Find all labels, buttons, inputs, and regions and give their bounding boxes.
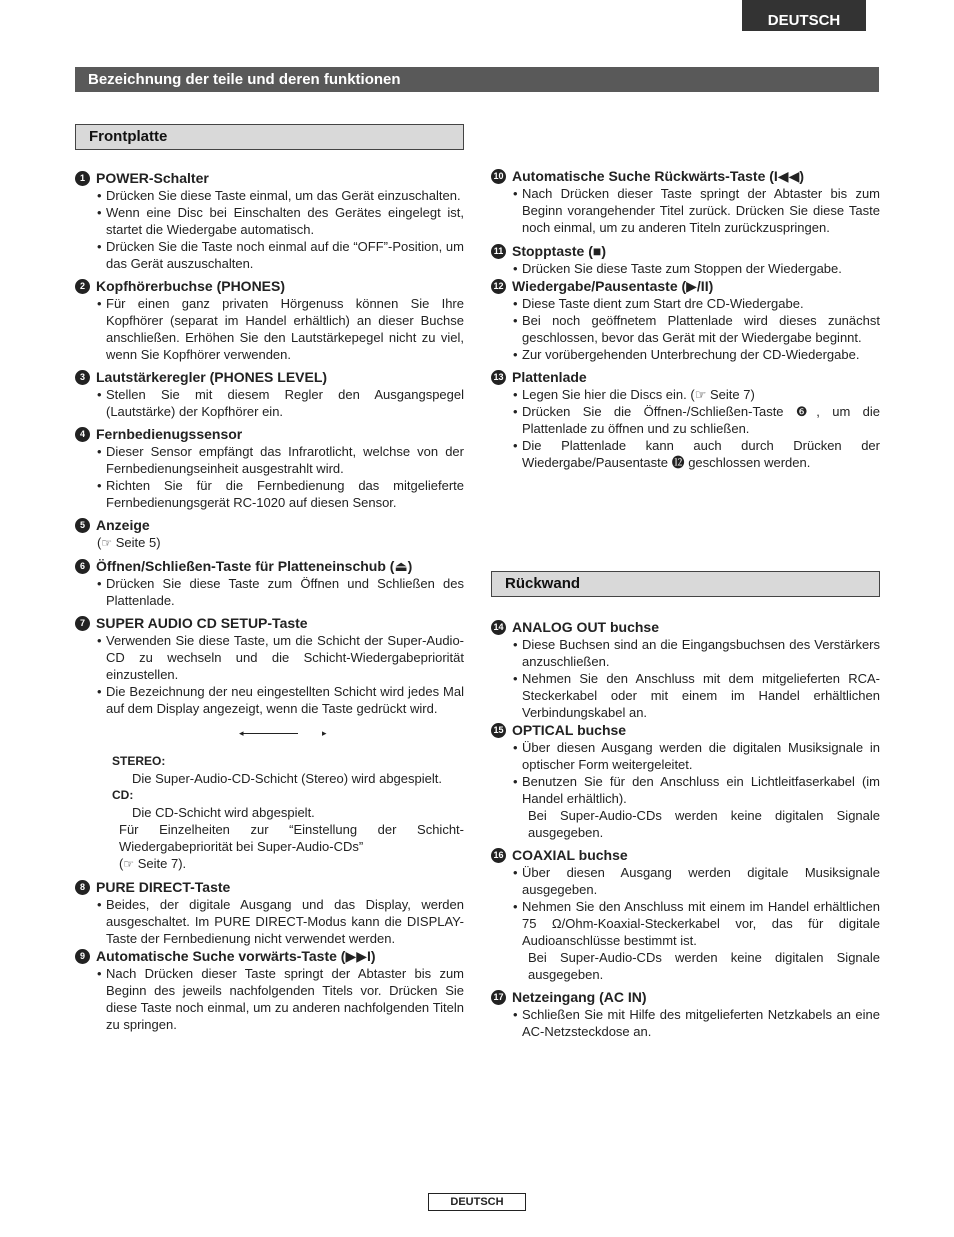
bullet: • Die Plattenlade kann auch durch Drücken der Wiedergabe/Pausentaste ⓬ geschlossen werden. xyxy=(491,437,880,471)
extra-note: Bei Super-Audio-CDs werden keine digitalen Signale ausgegeben. xyxy=(528,808,880,840)
item-number: 17 xyxy=(491,990,506,1005)
item-phones-level xyxy=(75,368,464,420)
item-skip-back xyxy=(491,167,880,236)
item-title: Plattenlade xyxy=(512,369,587,385)
item-title: PURE DIRECT-Taste xyxy=(96,879,231,895)
stereo-text: Die Super-Audio-CD-Schicht (Stereo) wird abgespielt. xyxy=(132,771,442,786)
item-number: 9 xyxy=(75,949,90,964)
double-arrow-icon xyxy=(75,725,464,742)
pointing-hand-icon: ☞ xyxy=(101,536,113,550)
item-skip-forward xyxy=(75,947,464,1033)
item-number: 15 xyxy=(491,723,506,738)
item-optical xyxy=(491,721,880,841)
item-number: 11 xyxy=(491,244,506,259)
item-ac-in xyxy=(491,988,880,1040)
bullet: • Drücken Sie diese Taste zum Öffnen und Schließen des Plattenlade. xyxy=(75,575,464,609)
item-power-switch xyxy=(75,169,464,272)
bullet: • Legen Sie hier die Discs ein. (☞ Seite 7) xyxy=(491,386,880,403)
item-title: Automatische Suche Rückwärts-Taste (I◀◀) xyxy=(512,168,805,184)
item-number: 13 xyxy=(491,370,506,385)
item-title: Öffnen/Schließen-Taste für Platteneinschub (⏏) xyxy=(96,558,413,574)
bullet: • Bei noch geöffnetem Plattenlade wird dieses zunächst geschlossen, bevor das Gerät mit der Wiedergabe beginnt. xyxy=(491,312,880,346)
item-number: 1 xyxy=(75,171,90,186)
item-title: SUPER AUDIO CD SETUP-Taste xyxy=(96,615,308,631)
bullet: • Schließen Sie mit Hilfe des mitgelieferten Netzkabels an eine AC-Netzsteckdose an. xyxy=(491,1006,880,1040)
right-column-bottom xyxy=(491,618,880,1040)
note: Für Einzelheiten zur “Einstellung der Schicht-Wiedergabepriorität bei Super-Audio-CDs” (☞ Seite 7). xyxy=(119,822,464,871)
item-number: 10 xyxy=(491,169,506,184)
extra-note: Bei Super-Audio-CDs werden keine digitalen Signale ausgegeben. xyxy=(528,950,880,982)
bullet: • Drücken Sie diese Taste einmal, um das Gerät einzuschalten. xyxy=(75,187,464,204)
cd-label: CD: xyxy=(112,788,134,802)
item-title: Wiedergabe/Pausentaste (▶/II) xyxy=(512,278,714,294)
item-title: Fernbedienugssensor xyxy=(96,426,243,442)
bullet: • Über diesen Ausgang werden die digitalen Musiksignale in optischer Form weitergeleitet. xyxy=(491,739,880,773)
bullet: • Nehmen Sie den Anschluss mit dem mitgelieferten RCA-Steckerkabel oder mit einem im Handel erhältlichen Verbindungskabel an. xyxy=(491,670,880,721)
pointing-hand-icon: ☞ xyxy=(123,857,135,871)
item-remote-sensor xyxy=(75,425,464,511)
bullet: • Die Bezeichnung der neu eingestellten Schicht wird jedes Mal auf dem Display angezeigt, wenn die Taste gedrückt wird. xyxy=(75,683,464,717)
item-number: 7 xyxy=(75,616,90,631)
item-title: Lautstärkeregler (PHONES LEVEL) xyxy=(96,369,328,385)
footer-language: DEUTSCH xyxy=(428,1193,526,1211)
item-title: Automatische Suche vorwärts-Taste (▶▶I) xyxy=(96,948,376,964)
page-reference: (☞ Seite 5) xyxy=(97,535,161,550)
left-column xyxy=(75,169,464,1033)
item-pure-direct xyxy=(75,878,464,947)
item-title: OPTICAL buchse xyxy=(512,722,627,738)
bullet: • Für einen ganz privaten Hörgenuss können Sie Ihre Kopfhörer (separat im Handel erhältlich) an dieser Buchse anschließen. Erhöhen Sie den Lautstärkepegel nicht zu viel, wenn Sie Kopfhörer verwenden. xyxy=(75,295,464,363)
item-number: 14 xyxy=(491,620,506,635)
bullet: • Stellen Sie mit diesem Regler den Ausgangspegel (Lautstärke) der Kopfhörer ein. xyxy=(75,386,464,420)
item-headphone-jack xyxy=(75,277,464,363)
bullet: • Zur vorübergehenden Unterbrechung der CD-Wiedergabe. xyxy=(491,346,880,363)
section-front-panel: Frontplatte xyxy=(75,124,464,150)
item-play-pause xyxy=(491,277,880,363)
bullet: • Über diesen Ausgang werden digitale Musiksignale ausgegeben. xyxy=(491,864,880,898)
bullet: • Richten Sie für die Fernbedienung das mitgelieferte Fernbedienungsgerät RC-1020 auf diesen Sensor. xyxy=(75,477,464,511)
item-number: 6 xyxy=(75,559,90,574)
language-tab: DEUTSCH xyxy=(742,0,866,31)
right-column-top xyxy=(491,167,880,471)
section-rear-panel: Rückwand xyxy=(491,571,880,597)
bullet: • Beides, der digitale Ausgang und das Display, werden ausgeschaltet. Im PURE DIRECT-Modus kann die DISPLAY-Taste der Fernbedienung nicht verwendet werden. xyxy=(75,896,464,947)
stereo-label: STEREO: xyxy=(112,754,166,768)
item-coaxial xyxy=(491,846,880,983)
item-display xyxy=(75,516,464,552)
bullet: • Diese Taste dient zum Start dre CD-Wiedergabe. xyxy=(491,295,880,312)
main-title: Bezeichnung der teile und deren funktionen xyxy=(75,67,879,92)
cd-text: Die CD-Schicht wird abgespielt. xyxy=(132,805,315,820)
item-number: 16 xyxy=(491,848,506,863)
item-stop xyxy=(491,242,880,277)
item-number: 12 xyxy=(491,279,506,294)
item-title: Stopptaste (■) xyxy=(512,243,607,259)
item-open-close xyxy=(75,557,464,609)
item-title: Kopfhörerbuchse (PHONES) xyxy=(96,278,286,294)
bullet: • Wenn eine Disc bei Einschalten des Gerätes eingelegt ist, startet die Wiedergabe automatisch. xyxy=(75,204,464,238)
bullet: • Benutzen Sie für den Anschluss ein Lichtleitfaserkabel (im Handel erhältlich). xyxy=(491,773,880,807)
bullet: • Diese Buchsen sind an die Eingangsbuchsen des Verstärkers anzuschließen. xyxy=(491,636,880,670)
item-title: Netzeingang (AC IN) xyxy=(512,989,647,1005)
item-title: ANALOG OUT buchse xyxy=(512,619,660,635)
item-title: Anzeige xyxy=(96,517,150,533)
bullet: • Drücken Sie diese Taste zum Stoppen der Wiedergabe. xyxy=(491,260,880,277)
bullet: • Drücken Sie die Taste noch einmal auf die “OFF”-Position, um das Gerät auszuschalten. xyxy=(75,238,464,272)
item-number: 3 xyxy=(75,370,90,385)
bullet: • Nach Drücken dieser Taste springt der Abtaster bis zum Beginn vorangehender Titel zurück. Drücken Sie diese Taste noch einmal, um zu anderen Titeln zurückzuspringen. xyxy=(491,185,880,236)
item-number: 8 xyxy=(75,880,90,895)
bullet: • Nehmen Sie den Anschluss mit einem im Handel erhältlichen 75 Ω/Ohm-Koaxial-Steckerkabel vor, das für digitale Audioanschlüsse bestimmt ist. xyxy=(491,898,880,949)
item-number: 2 xyxy=(75,279,90,294)
bullet: • Nach Drücken dieser Taste springt der Abtaster bis zum Beginn des jeweils nachfolgenden Titels vor. Drücken Sie diese Taste noch einmal, um zu anderen nachfolgenden Titeln zu springen. xyxy=(75,965,464,1033)
item-title: POWER-Schalter xyxy=(96,170,209,186)
bullet: • Drücken Sie die Öffnen-/Schließen-Taste ❻, um die Plattenlade zu öffnen und zu schließen. xyxy=(491,403,880,437)
item-sacd-setup xyxy=(75,614,464,873)
item-number: 4 xyxy=(75,427,90,442)
item-number: 5 xyxy=(75,518,90,533)
item-disc-tray xyxy=(491,368,880,471)
bullet: • Verwenden Sie diese Taste, um die Schicht der Super-Audio-CD zu wechseln und die Schicht-Wiedergabepriorität einzustellen. xyxy=(75,632,464,683)
item-analog-out xyxy=(491,618,880,721)
bullet: • Dieser Sensor empfängt das Infrarotlicht, welchse von der Fernbedienungseinheit ausgestrahlt wird. xyxy=(75,443,464,477)
item-title: COAXIAL buchse xyxy=(512,847,628,863)
